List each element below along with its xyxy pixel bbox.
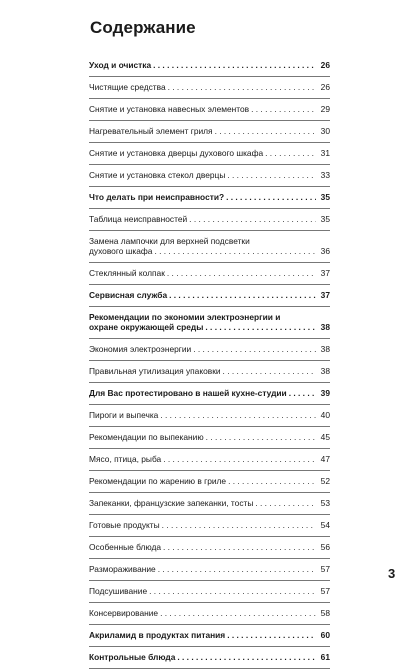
- toc-entry: [89, 307, 330, 339]
- toc-entry: [89, 361, 330, 383]
- toc-entry-page: 37: [320, 290, 330, 300]
- toc-entry-title: Консервирование: [89, 608, 159, 618]
- toc-entry-title: Таблица неисправностей: [89, 214, 188, 224]
- toc-entry-page: 56: [320, 542, 330, 552]
- toc-entry-title: Для Вас протестировано в нашей кухне-студии: [89, 388, 287, 398]
- dot-leader: [168, 82, 316, 92]
- toc-entry-page: 61: [320, 652, 330, 662]
- toc-entry-page: 57: [320, 564, 330, 574]
- page-title: Содержание: [90, 18, 196, 37]
- toc-entry: [89, 187, 330, 209]
- toc-entry-title: Особенные блюда: [89, 542, 162, 552]
- toc-entry-page: 47: [320, 454, 330, 464]
- dot-leader: [193, 344, 316, 354]
- toc-entry: [89, 427, 330, 449]
- toc-entry: [89, 559, 330, 581]
- dot-leader: [206, 432, 316, 442]
- toc-entry-title: духового шкафа: [89, 246, 153, 256]
- toc-entry-page: 37: [320, 268, 330, 278]
- toc-entry-page: 60: [320, 630, 330, 640]
- dot-leader: [205, 322, 316, 332]
- toc-entry: [89, 449, 330, 471]
- dot-leader: [154, 246, 316, 256]
- toc-entry: [89, 383, 330, 405]
- toc-entry: [89, 231, 330, 263]
- table-of-contents: [89, 55, 330, 669]
- toc-entry-title: Правильная утилизация упаковки: [89, 366, 221, 376]
- toc-entry-title: Готовые продукты: [89, 520, 160, 530]
- toc-entry-page: 30: [320, 126, 330, 136]
- toc-entry-page: 26: [320, 60, 330, 70]
- toc-entry: [89, 55, 330, 77]
- dot-leader: [169, 290, 316, 300]
- toc-entry: [89, 493, 330, 515]
- toc-entry-title-line: Замена лампочки для верхней подсветки: [89, 236, 250, 246]
- toc-entry-page: 35: [320, 192, 330, 202]
- toc-entry-page: 31: [320, 148, 330, 158]
- toc-entry-page: 45: [320, 432, 330, 442]
- toc-entry: [89, 625, 330, 647]
- dot-leader: [223, 366, 316, 376]
- dot-leader: [160, 608, 316, 618]
- toc-entry-page: 54: [320, 520, 330, 530]
- toc-entry-title: Акриламид в продуктах питания: [89, 630, 226, 640]
- toc-entry: [89, 515, 330, 537]
- toc-entry-page: 26: [320, 82, 330, 92]
- toc-entry: [89, 339, 330, 361]
- toc-entry-title: Запеканки, французские запеканки, тосты: [89, 498, 254, 508]
- toc-entry: [89, 121, 330, 143]
- dot-leader: [215, 126, 316, 136]
- dot-leader: [177, 652, 316, 662]
- toc-entry-page: 57: [320, 586, 330, 596]
- toc-entry: [89, 285, 330, 307]
- toc-entry: [89, 405, 330, 427]
- dot-leader: [158, 564, 316, 574]
- toc-entry-page: 36: [320, 246, 330, 256]
- toc-entry-title: Что делать при неисправности?: [89, 192, 225, 202]
- toc-entry-title: Стеклянный колпак: [89, 268, 165, 278]
- dot-leader: [162, 520, 316, 530]
- toc-entry-page: 38: [320, 366, 330, 376]
- toc-entry-title: Подсушивание: [89, 586, 148, 596]
- toc-entry: [89, 537, 330, 559]
- dot-leader: [163, 454, 316, 464]
- dot-leader: [228, 476, 316, 486]
- toc-entry-title: Снятие и установка дверцы духового шкафа: [89, 148, 264, 158]
- dot-leader: [227, 170, 316, 180]
- toc-entry-title: Пироги и выпечка: [89, 410, 159, 420]
- toc-entry-title-line: Рекомендации по экономии электроэнергии и: [89, 312, 281, 322]
- toc-entry-title: Нагревательный элемент гриля: [89, 126, 213, 136]
- dot-leader: [163, 542, 316, 552]
- toc-entry-title: Чистящие средства: [89, 82, 166, 92]
- toc-entry-title: Контрольные блюда: [89, 652, 176, 662]
- toc-entry-title: Размораживание: [89, 564, 156, 574]
- toc-entry-title: охране окружающей среды: [89, 322, 204, 332]
- toc-entry-title: Экономия электроэнергии: [89, 344, 192, 354]
- toc-entry: [89, 603, 330, 625]
- page-number: 3: [388, 566, 396, 581]
- toc-entry-page: 29: [320, 104, 330, 114]
- toc-entry-title: Рекомендации по выпеканию: [89, 432, 204, 442]
- dot-leader: [251, 104, 316, 114]
- toc-entry-title: Снятие и установка стекол дверцы: [89, 170, 226, 180]
- toc-entry-page: 38: [320, 322, 330, 332]
- toc-entry-page: 39: [320, 388, 330, 398]
- toc-entry: [89, 581, 330, 603]
- dot-leader: [167, 268, 316, 278]
- toc-entry-page: 58: [320, 608, 330, 618]
- dot-leader: [265, 148, 316, 158]
- toc-entry: [89, 99, 330, 121]
- toc-entry-page: 38: [320, 344, 330, 354]
- toc-entry: [89, 77, 330, 99]
- toc-entry-title: Сервисная служба: [89, 290, 168, 300]
- toc-entry-page: 40: [320, 410, 330, 420]
- toc-entry: [89, 471, 330, 493]
- toc-entry-page: 53: [320, 498, 330, 508]
- toc-entry-page: 52: [320, 476, 330, 486]
- toc-entry: [89, 165, 330, 187]
- dot-leader: [289, 388, 316, 398]
- toc-entry: [89, 143, 330, 165]
- toc-entry-page: 35: [320, 214, 330, 224]
- dot-leader: [226, 192, 316, 202]
- toc-entry-title: Мясо, птица, рыба: [89, 454, 162, 464]
- toc-entry-page: 33: [320, 170, 330, 180]
- toc-entry: [89, 209, 330, 231]
- toc-entry: [89, 263, 330, 285]
- dot-leader: [189, 214, 316, 224]
- dot-leader: [160, 410, 316, 420]
- toc-entry-title: Рекомендации по жарению в гриле: [89, 476, 227, 486]
- toc-entry-title: Уход и очистка: [89, 60, 152, 70]
- dot-leader: [227, 630, 316, 640]
- toc-entry: [89, 647, 330, 669]
- dot-leader: [153, 60, 316, 70]
- toc-entry-title: Снятие и установка навесных элементов: [89, 104, 250, 114]
- dot-leader: [255, 498, 316, 508]
